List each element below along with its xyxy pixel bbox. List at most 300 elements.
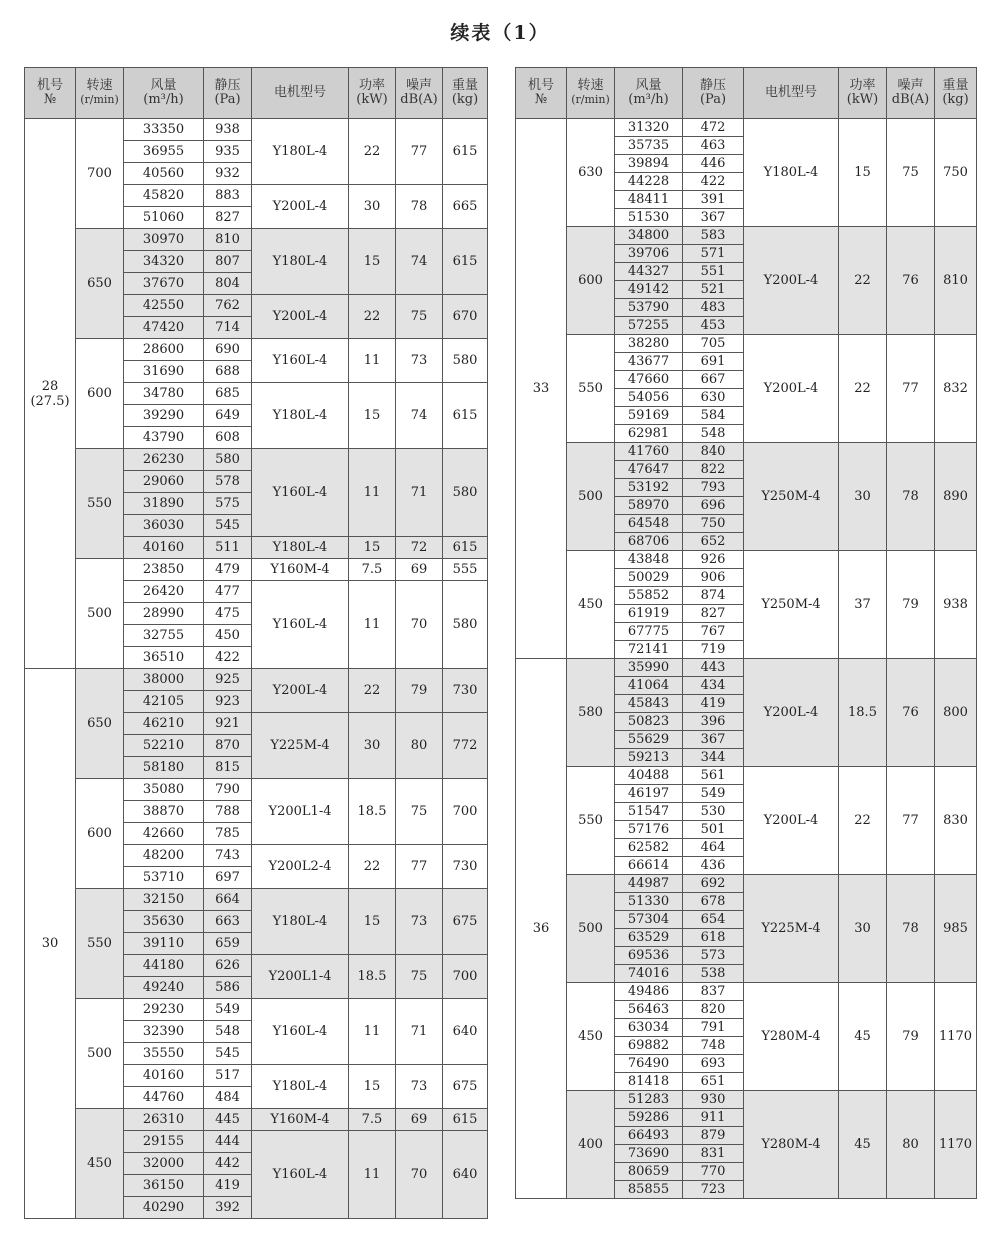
motor-model-cell: Y200L-4 bbox=[744, 335, 839, 443]
airflow-cell: 36510 bbox=[124, 647, 204, 669]
airflow-cell: 69536 bbox=[615, 947, 683, 965]
speed-cell: 500 bbox=[567, 875, 615, 983]
airflow-cell: 34320 bbox=[124, 251, 204, 273]
table-row bbox=[25, 339, 488, 361]
static-pressure-cell: 692 bbox=[683, 875, 744, 893]
static-pressure-cell: 618 bbox=[683, 929, 744, 947]
weight-cell: 675 bbox=[443, 1065, 488, 1109]
airflow-cell: 35630 bbox=[124, 911, 204, 933]
static-pressure-cell: 663 bbox=[204, 911, 252, 933]
static-pressure-cell: 667 bbox=[683, 371, 744, 389]
speed-cell: 550 bbox=[567, 335, 615, 443]
power-cell: 18.5 bbox=[839, 659, 887, 767]
header-power: 功率 (kW) bbox=[349, 68, 396, 119]
airflow-cell: 51060 bbox=[124, 207, 204, 229]
static-pressure-cell: 923 bbox=[204, 691, 252, 713]
static-pressure-cell: 551 bbox=[683, 263, 744, 281]
table-row bbox=[516, 1091, 977, 1109]
fan-spec-table-right bbox=[515, 67, 977, 1199]
table-row bbox=[516, 227, 977, 245]
static-pressure-cell: 436 bbox=[683, 857, 744, 875]
header-motor-model: 电机型号 bbox=[252, 68, 349, 119]
airflow-cell: 49142 bbox=[615, 281, 683, 299]
table-row bbox=[25, 449, 488, 471]
static-pressure-cell: 475 bbox=[204, 603, 252, 625]
machine-no-cell: 33 bbox=[516, 119, 567, 659]
weight-cell: 750 bbox=[935, 119, 977, 227]
noise-cell: 80 bbox=[396, 713, 443, 779]
airflow-cell: 74016 bbox=[615, 965, 683, 983]
airflow-cell: 31890 bbox=[124, 493, 204, 515]
weight-cell: 800 bbox=[935, 659, 977, 767]
static-pressure-cell: 767 bbox=[683, 623, 744, 641]
static-pressure-cell: 874 bbox=[683, 587, 744, 605]
airflow-cell: 55852 bbox=[615, 587, 683, 605]
power-cell: 15 bbox=[349, 537, 396, 559]
airflow-cell: 31690 bbox=[124, 361, 204, 383]
speed-cell: 650 bbox=[76, 669, 124, 779]
static-pressure-cell: 810 bbox=[204, 229, 252, 251]
airflow-cell: 62582 bbox=[615, 839, 683, 857]
airflow-cell: 61919 bbox=[615, 605, 683, 623]
power-cell: 30 bbox=[349, 713, 396, 779]
static-pressure-cell: 344 bbox=[683, 749, 744, 767]
motor-model-cell: Y160M-4 bbox=[252, 559, 349, 581]
noise-cell: 80 bbox=[887, 1091, 935, 1199]
motor-model-cell: Y250M-4 bbox=[744, 551, 839, 659]
static-pressure-cell: 392 bbox=[204, 1197, 252, 1219]
power-cell: 15 bbox=[349, 1065, 396, 1109]
airflow-cell: 51283 bbox=[615, 1091, 683, 1109]
static-pressure-cell: 573 bbox=[683, 947, 744, 965]
table-row bbox=[25, 889, 488, 911]
static-pressure-cell: 930 bbox=[683, 1091, 744, 1109]
weight-cell: 615 bbox=[443, 383, 488, 449]
static-pressure-cell: 654 bbox=[683, 911, 744, 929]
static-pressure-cell: 791 bbox=[683, 1019, 744, 1037]
motor-model-cell: Y225M-4 bbox=[252, 713, 349, 779]
header-machine-no: 机号 № bbox=[516, 68, 567, 119]
static-pressure-cell: 396 bbox=[683, 713, 744, 731]
static-pressure-cell: 608 bbox=[204, 427, 252, 449]
airflow-cell: 53192 bbox=[615, 479, 683, 497]
airflow-cell: 30970 bbox=[124, 229, 204, 251]
power-cell: 37 bbox=[839, 551, 887, 659]
airflow-cell: 49240 bbox=[124, 977, 204, 999]
airflow-cell: 63529 bbox=[615, 929, 683, 947]
noise-cell: 75 bbox=[887, 119, 935, 227]
noise-cell: 70 bbox=[396, 581, 443, 669]
static-pressure-cell: 578 bbox=[204, 471, 252, 493]
static-pressure-cell: 664 bbox=[204, 889, 252, 911]
speed-cell: 450 bbox=[567, 983, 615, 1091]
airflow-cell: 42105 bbox=[124, 691, 204, 713]
airflow-cell: 29155 bbox=[124, 1131, 204, 1153]
static-pressure-cell: 705 bbox=[683, 335, 744, 353]
motor-model-cell: Y200L1-4 bbox=[252, 779, 349, 845]
noise-cell: 74 bbox=[396, 383, 443, 449]
airflow-cell: 85855 bbox=[615, 1181, 683, 1199]
motor-model-cell: Y280M-4 bbox=[744, 983, 839, 1091]
static-pressure-cell: 484 bbox=[204, 1087, 252, 1109]
static-pressure-cell: 820 bbox=[683, 1001, 744, 1019]
power-cell: 22 bbox=[349, 845, 396, 889]
static-pressure-cell: 580 bbox=[204, 449, 252, 471]
power-cell: 11 bbox=[349, 581, 396, 669]
airflow-cell: 44180 bbox=[124, 955, 204, 977]
airflow-cell: 35550 bbox=[124, 1043, 204, 1065]
weight-cell: 890 bbox=[935, 443, 977, 551]
airflow-cell: 49486 bbox=[615, 983, 683, 1001]
noise-cell: 78 bbox=[887, 875, 935, 983]
static-pressure-cell: 472 bbox=[683, 119, 744, 137]
airflow-cell: 46197 bbox=[615, 785, 683, 803]
static-pressure-cell: 450 bbox=[204, 625, 252, 647]
airflow-cell: 38000 bbox=[124, 669, 204, 691]
power-cell: 7.5 bbox=[349, 559, 396, 581]
airflow-cell: 58970 bbox=[615, 497, 683, 515]
static-pressure-cell: 521 bbox=[683, 281, 744, 299]
static-pressure-cell: 743 bbox=[204, 845, 252, 867]
weight-cell: 665 bbox=[443, 185, 488, 229]
airflow-cell: 76490 bbox=[615, 1055, 683, 1073]
static-pressure-cell: 879 bbox=[683, 1127, 744, 1145]
motor-model-cell: Y200L-4 bbox=[744, 659, 839, 767]
weight-cell: 1170 bbox=[935, 1091, 977, 1199]
header-motor-model: 电机型号 bbox=[744, 68, 839, 119]
static-pressure-cell: 443 bbox=[683, 659, 744, 677]
weight-cell: 938 bbox=[935, 551, 977, 659]
airflow-cell: 47420 bbox=[124, 317, 204, 339]
static-pressure-cell: 911 bbox=[683, 1109, 744, 1127]
static-pressure-cell: 714 bbox=[204, 317, 252, 339]
airflow-cell: 44760 bbox=[124, 1087, 204, 1109]
static-pressure-cell: 442 bbox=[204, 1153, 252, 1175]
airflow-cell: 44987 bbox=[615, 875, 683, 893]
airflow-cell: 44327 bbox=[615, 263, 683, 281]
static-pressure-cell: 688 bbox=[204, 361, 252, 383]
static-pressure-cell: 921 bbox=[204, 713, 252, 735]
weight-cell: 730 bbox=[443, 669, 488, 713]
static-pressure-cell: 793 bbox=[683, 479, 744, 497]
motor-model-cell: Y180L-4 bbox=[252, 1065, 349, 1109]
noise-cell: 76 bbox=[887, 227, 935, 335]
weight-cell: 580 bbox=[443, 449, 488, 537]
machine-no-cell: 36 bbox=[516, 659, 567, 1199]
noise-cell: 78 bbox=[887, 443, 935, 551]
speed-cell: 700 bbox=[76, 119, 124, 229]
static-pressure-cell: 906 bbox=[683, 569, 744, 587]
noise-cell: 79 bbox=[396, 669, 443, 713]
static-pressure-cell: 748 bbox=[683, 1037, 744, 1055]
static-pressure-cell: 626 bbox=[204, 955, 252, 977]
header-weight: 重量 (kg) bbox=[935, 68, 977, 119]
airflow-cell: 72141 bbox=[615, 641, 683, 659]
weight-cell: 810 bbox=[935, 227, 977, 335]
airflow-cell: 52210 bbox=[124, 735, 204, 757]
power-cell: 30 bbox=[839, 443, 887, 551]
static-pressure-cell: 483 bbox=[683, 299, 744, 317]
speed-cell: 600 bbox=[76, 339, 124, 449]
static-pressure-cell: 932 bbox=[204, 163, 252, 185]
static-pressure-cell: 444 bbox=[204, 1131, 252, 1153]
power-cell: 11 bbox=[349, 449, 396, 537]
weight-cell: 670 bbox=[443, 295, 488, 339]
static-pressure-cell: 548 bbox=[204, 1021, 252, 1043]
static-pressure-cell: 870 bbox=[204, 735, 252, 757]
airflow-cell: 32755 bbox=[124, 625, 204, 647]
table-row bbox=[516, 875, 977, 893]
weight-cell: 1170 bbox=[935, 983, 977, 1091]
airflow-cell: 32150 bbox=[124, 889, 204, 911]
motor-model-cell: Y180L-4 bbox=[252, 383, 349, 449]
table-row bbox=[25, 779, 488, 801]
motor-model-cell: Y160M-4 bbox=[252, 1109, 349, 1131]
static-pressure-cell: 697 bbox=[204, 867, 252, 889]
static-pressure-cell: 693 bbox=[683, 1055, 744, 1073]
motor-model-cell: Y160L-4 bbox=[252, 1131, 349, 1219]
table-row bbox=[516, 983, 977, 1001]
machine-no-cell: 30 bbox=[25, 669, 76, 1219]
static-pressure-cell: 827 bbox=[204, 207, 252, 229]
machine-no-cell: 28 (27.5) bbox=[25, 119, 76, 669]
weight-cell: 700 bbox=[443, 955, 488, 999]
static-pressure-cell: 926 bbox=[683, 551, 744, 569]
static-pressure-cell: 804 bbox=[204, 273, 252, 295]
airflow-cell: 57304 bbox=[615, 911, 683, 929]
static-pressure-cell: 548 bbox=[683, 425, 744, 443]
weight-cell: 555 bbox=[443, 559, 488, 581]
airflow-cell: 66493 bbox=[615, 1127, 683, 1145]
airflow-cell: 38280 bbox=[615, 335, 683, 353]
power-cell: 11 bbox=[349, 1131, 396, 1219]
power-cell: 22 bbox=[839, 767, 887, 875]
airflow-cell: 63034 bbox=[615, 1019, 683, 1037]
motor-model-cell: Y200L-4 bbox=[252, 295, 349, 339]
table-row bbox=[516, 335, 977, 353]
airflow-cell: 66614 bbox=[615, 857, 683, 875]
power-cell: 18.5 bbox=[349, 955, 396, 999]
weight-cell: 675 bbox=[443, 889, 488, 955]
weight-cell: 730 bbox=[443, 845, 488, 889]
power-cell: 30 bbox=[839, 875, 887, 983]
motor-model-cell: Y200L-4 bbox=[744, 227, 839, 335]
power-cell: 22 bbox=[349, 119, 396, 185]
power-cell: 22 bbox=[349, 295, 396, 339]
airflow-cell: 40160 bbox=[124, 1065, 204, 1087]
airflow-cell: 28990 bbox=[124, 603, 204, 625]
motor-model-cell: Y280M-4 bbox=[744, 1091, 839, 1199]
table-row bbox=[25, 229, 488, 251]
airflow-cell: 26420 bbox=[124, 581, 204, 603]
static-pressure-cell: 367 bbox=[683, 209, 744, 227]
airflow-cell: 44228 bbox=[615, 173, 683, 191]
static-pressure-cell: 659 bbox=[204, 933, 252, 955]
airflow-cell: 43848 bbox=[615, 551, 683, 569]
airflow-cell: 39706 bbox=[615, 245, 683, 263]
table-row bbox=[516, 551, 977, 569]
static-pressure-cell: 545 bbox=[204, 515, 252, 537]
static-pressure-cell: 807 bbox=[204, 251, 252, 273]
static-pressure-cell: 840 bbox=[683, 443, 744, 461]
static-pressure-cell: 434 bbox=[683, 677, 744, 695]
static-pressure-cell: 837 bbox=[683, 983, 744, 1001]
header-static-pressure: 静压 (Pa) bbox=[683, 68, 744, 119]
motor-model-cell: Y160L-4 bbox=[252, 581, 349, 669]
power-cell: 45 bbox=[839, 983, 887, 1091]
header-noise: 噪声 dB(A) bbox=[396, 68, 443, 119]
motor-model-cell: Y160L-4 bbox=[252, 339, 349, 383]
static-pressure-cell: 827 bbox=[683, 605, 744, 623]
static-pressure-cell: 649 bbox=[204, 405, 252, 427]
power-cell: 22 bbox=[349, 669, 396, 713]
airflow-cell: 26310 bbox=[124, 1109, 204, 1131]
static-pressure-cell: 685 bbox=[204, 383, 252, 405]
noise-cell: 69 bbox=[396, 1109, 443, 1131]
speed-cell: 650 bbox=[76, 229, 124, 339]
motor-model-cell: Y180L-4 bbox=[252, 537, 349, 559]
airflow-cell: 40560 bbox=[124, 163, 204, 185]
airflow-cell: 34780 bbox=[124, 383, 204, 405]
speed-cell: 400 bbox=[567, 1091, 615, 1199]
airflow-cell: 32390 bbox=[124, 1021, 204, 1043]
power-cell: 11 bbox=[349, 999, 396, 1065]
static-pressure-cell: 453 bbox=[683, 317, 744, 335]
static-pressure-cell: 549 bbox=[204, 999, 252, 1021]
airflow-cell: 73690 bbox=[615, 1145, 683, 1163]
static-pressure-cell: 925 bbox=[204, 669, 252, 691]
static-pressure-cell: 831 bbox=[683, 1145, 744, 1163]
airflow-cell: 50029 bbox=[615, 569, 683, 587]
airflow-cell: 48200 bbox=[124, 845, 204, 867]
airflow-cell: 53790 bbox=[615, 299, 683, 317]
static-pressure-cell: 883 bbox=[204, 185, 252, 207]
static-pressure-cell: 422 bbox=[683, 173, 744, 191]
weight-cell: 615 bbox=[443, 119, 488, 185]
airflow-cell: 59169 bbox=[615, 407, 683, 425]
airflow-cell: 29060 bbox=[124, 471, 204, 493]
static-pressure-cell: 561 bbox=[683, 767, 744, 785]
noise-cell: 75 bbox=[396, 295, 443, 339]
airflow-cell: 50823 bbox=[615, 713, 683, 731]
speed-cell: 600 bbox=[76, 779, 124, 889]
airflow-cell: 45820 bbox=[124, 185, 204, 207]
static-pressure-cell: 422 bbox=[204, 647, 252, 669]
noise-cell: 77 bbox=[396, 845, 443, 889]
static-pressure-cell: 815 bbox=[204, 757, 252, 779]
static-pressure-cell: 762 bbox=[204, 295, 252, 317]
static-pressure-cell: 445 bbox=[204, 1109, 252, 1131]
airflow-cell: 33350 bbox=[124, 119, 204, 141]
speed-cell: 600 bbox=[567, 227, 615, 335]
static-pressure-cell: 549 bbox=[683, 785, 744, 803]
power-cell: 15 bbox=[349, 229, 396, 295]
speed-cell: 630 bbox=[567, 119, 615, 227]
weight-cell: 580 bbox=[443, 581, 488, 669]
noise-cell: 71 bbox=[396, 999, 443, 1065]
header-static-pressure: 静压 (Pa) bbox=[204, 68, 252, 119]
airflow-cell: 29230 bbox=[124, 999, 204, 1021]
motor-model-cell: Y250M-4 bbox=[744, 443, 839, 551]
noise-cell: 77 bbox=[887, 767, 935, 875]
header-airflow: 风量 (m³/h) bbox=[124, 68, 204, 119]
weight-cell: 700 bbox=[443, 779, 488, 845]
airflow-cell: 28600 bbox=[124, 339, 204, 361]
motor-model-cell: Y200L-4 bbox=[744, 767, 839, 875]
weight-cell: 615 bbox=[443, 537, 488, 559]
noise-cell: 79 bbox=[887, 983, 935, 1091]
airflow-cell: 57255 bbox=[615, 317, 683, 335]
airflow-cell: 51330 bbox=[615, 893, 683, 911]
weight-cell: 985 bbox=[935, 875, 977, 983]
airflow-cell: 59286 bbox=[615, 1109, 683, 1127]
airflow-cell: 39894 bbox=[615, 155, 683, 173]
speed-cell: 500 bbox=[76, 559, 124, 669]
static-pressure-cell: 584 bbox=[683, 407, 744, 425]
table-row bbox=[516, 659, 977, 677]
motor-model-cell: Y200L2-4 bbox=[252, 845, 349, 889]
header-noise: 噪声 dB(A) bbox=[887, 68, 935, 119]
static-pressure-cell: 545 bbox=[204, 1043, 252, 1065]
header-machine-no: 机号 № bbox=[25, 68, 76, 119]
airflow-cell: 39290 bbox=[124, 405, 204, 427]
static-pressure-cell: 770 bbox=[683, 1163, 744, 1181]
airflow-cell: 39110 bbox=[124, 933, 204, 955]
airflow-cell: 43790 bbox=[124, 427, 204, 449]
airflow-cell: 32000 bbox=[124, 1153, 204, 1175]
noise-cell: 76 bbox=[887, 659, 935, 767]
airflow-cell: 51530 bbox=[615, 209, 683, 227]
noise-cell: 75 bbox=[396, 779, 443, 845]
header-power: 功率 (kW) bbox=[839, 68, 887, 119]
airflow-cell: 35735 bbox=[615, 137, 683, 155]
static-pressure-cell: 822 bbox=[683, 461, 744, 479]
motor-model-cell: Y200L-4 bbox=[252, 669, 349, 713]
header-speed: 转速 (r/min) bbox=[76, 68, 124, 119]
speed-cell: 450 bbox=[567, 551, 615, 659]
power-cell: 22 bbox=[839, 227, 887, 335]
airflow-cell: 58180 bbox=[124, 757, 204, 779]
noise-cell: 74 bbox=[396, 229, 443, 295]
header-speed: 转速 (r/min) bbox=[567, 68, 615, 119]
power-cell: 15 bbox=[349, 889, 396, 955]
motor-model-cell: Y180L-4 bbox=[252, 119, 349, 185]
static-pressure-cell: 367 bbox=[683, 731, 744, 749]
airflow-cell: 38870 bbox=[124, 801, 204, 823]
weight-cell: 640 bbox=[443, 999, 488, 1065]
airflow-cell: 42550 bbox=[124, 295, 204, 317]
airflow-cell: 54056 bbox=[615, 389, 683, 407]
static-pressure-cell: 419 bbox=[683, 695, 744, 713]
static-pressure-cell: 479 bbox=[204, 559, 252, 581]
static-pressure-cell: 938 bbox=[204, 119, 252, 141]
static-pressure-cell: 583 bbox=[683, 227, 744, 245]
page-title: 续表（1） bbox=[450, 22, 550, 44]
static-pressure-cell: 571 bbox=[683, 245, 744, 263]
static-pressure-cell: 530 bbox=[683, 803, 744, 821]
static-pressure-cell: 691 bbox=[683, 353, 744, 371]
airflow-cell: 35990 bbox=[615, 659, 683, 677]
speed-cell: 580 bbox=[567, 659, 615, 767]
speed-cell: 550 bbox=[567, 767, 615, 875]
static-pressure-cell: 790 bbox=[204, 779, 252, 801]
weight-cell: 615 bbox=[443, 1109, 488, 1131]
static-pressure-cell: 538 bbox=[683, 965, 744, 983]
motor-model-cell: Y225M-4 bbox=[744, 875, 839, 983]
airflow-cell: 57176 bbox=[615, 821, 683, 839]
airflow-cell: 47660 bbox=[615, 371, 683, 389]
table-row bbox=[516, 119, 977, 137]
